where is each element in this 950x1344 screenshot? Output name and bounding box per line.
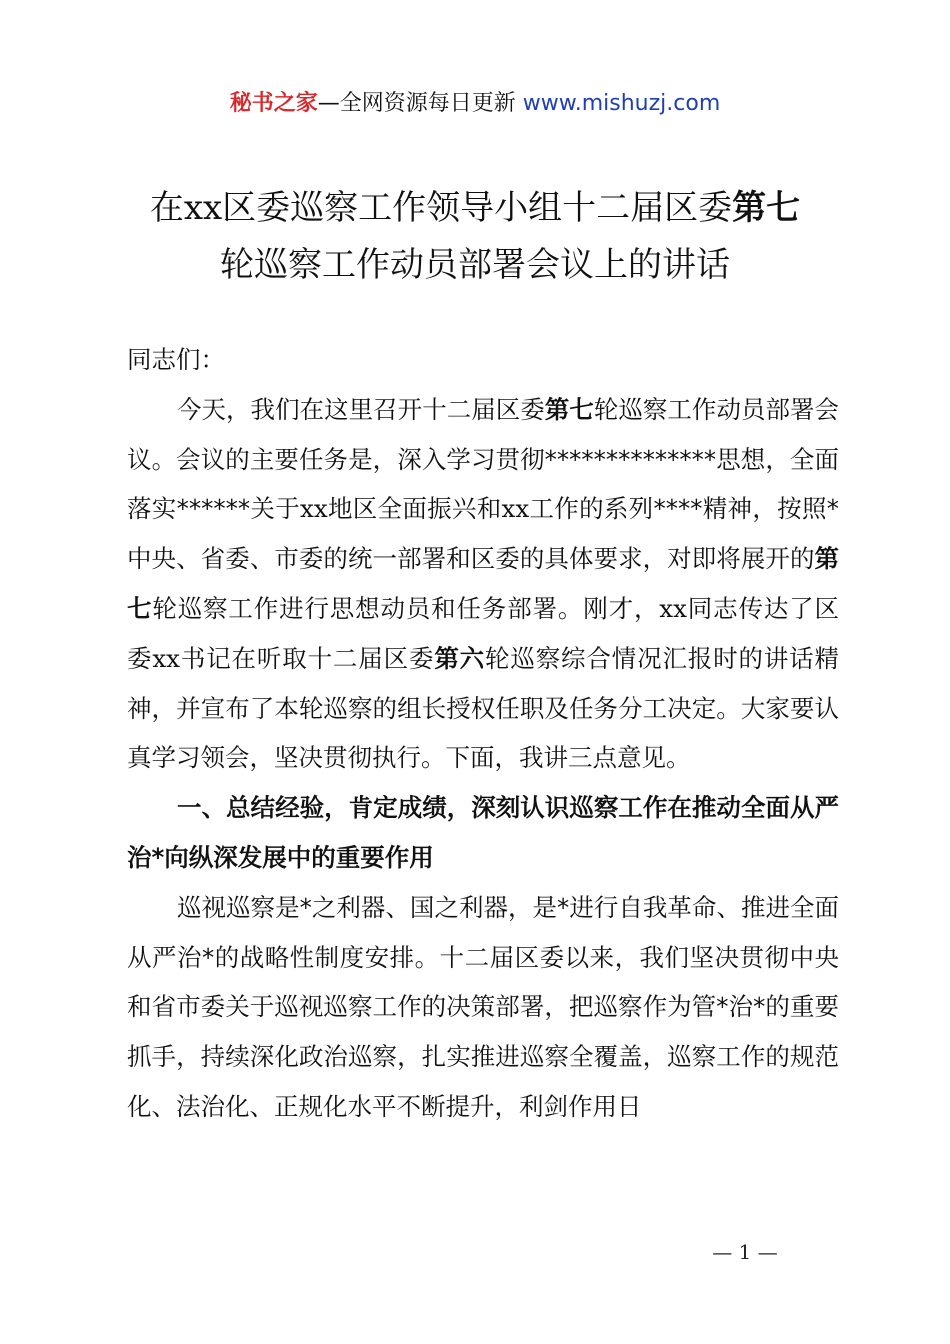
title-text: 轮巡察工作动员部署会议上的讲话 <box>220 245 730 285</box>
text-run: 轮巡察工作进行思想动员和任务部署。刚才， <box>152 593 660 623</box>
salutation: 同志们： <box>127 345 225 374</box>
site-url-link[interactable]: www.mishuzj.com <box>522 91 721 116</box>
emphasis-run: 第六 <box>434 643 486 673</box>
title-placeholder: xx <box>183 188 223 228</box>
section-heading-1: 一、总结经验，肯定成绩，深刻认识巡察工作在推动全面从严治*向纵深发展中的重要作用 <box>127 793 839 872</box>
header-tagline: —全网资源每日更新 <box>317 91 516 116</box>
brand-name: 秘书之家 <box>229 91 318 116</box>
title-text: 在 <box>149 188 184 228</box>
text-run: 书记在听取十二届区委 <box>180 643 435 673</box>
page-number: — 1 — <box>712 1240 778 1264</box>
document-body <box>127 335 839 1132</box>
emphasis-run: 第七 <box>127 544 839 623</box>
text-run: 轮巡察综合情况汇报时的讲话精神，并宣布了本轮巡察的组长授权任职及任务分工决定。大家要认真学习领会，坚决贯彻执行。下面，我讲三点意见。 <box>127 643 840 773</box>
paragraph-intro <box>127 385 839 783</box>
title-text: 区委巡察工作领导小组十二届区委 <box>222 188 733 228</box>
text-run: 今天，我们在这里召开十二届区委 <box>177 394 545 424</box>
placeholder-run: xx <box>152 643 180 673</box>
text-run: 工作的系列****精神，按照*中央、省委、市委的统一部署和区委的具体要求，对即将展开的 <box>127 494 840 574</box>
emphasis-run: 第七 <box>544 394 594 424</box>
placeholder-run: xx <box>300 494 328 524</box>
text-run: 同志传达了区委 <box>127 593 840 673</box>
text-run: 地区全面振兴和 <box>327 494 502 524</box>
placeholder-run: xx <box>659 593 687 623</box>
document-title <box>100 180 850 294</box>
title-emphasis: 第七 <box>732 188 801 228</box>
site-header <box>0 89 950 119</box>
text-run: 轮巡察工作动员部署会议。会议的主要任务是，深入学习贯彻**************思想，全面落实******关于 <box>127 394 840 524</box>
paragraph-section-1: 巡视巡察是*之利器、国之利器，是*进行自我革命、推进全面从严治*的战略性制度安排。十二届区委以来，我们坚决贯彻中央和省市委关于巡视巡察工作的决策部署，把巡察作为管*治*的重要抓手，持续深化政治巡察，扎实推进巡察全覆盖，巡察工作的规范化、法治化、正规化水平不断提升，利剑作用日 <box>127 892 839 1121</box>
placeholder-run: xx <box>501 494 530 524</box>
